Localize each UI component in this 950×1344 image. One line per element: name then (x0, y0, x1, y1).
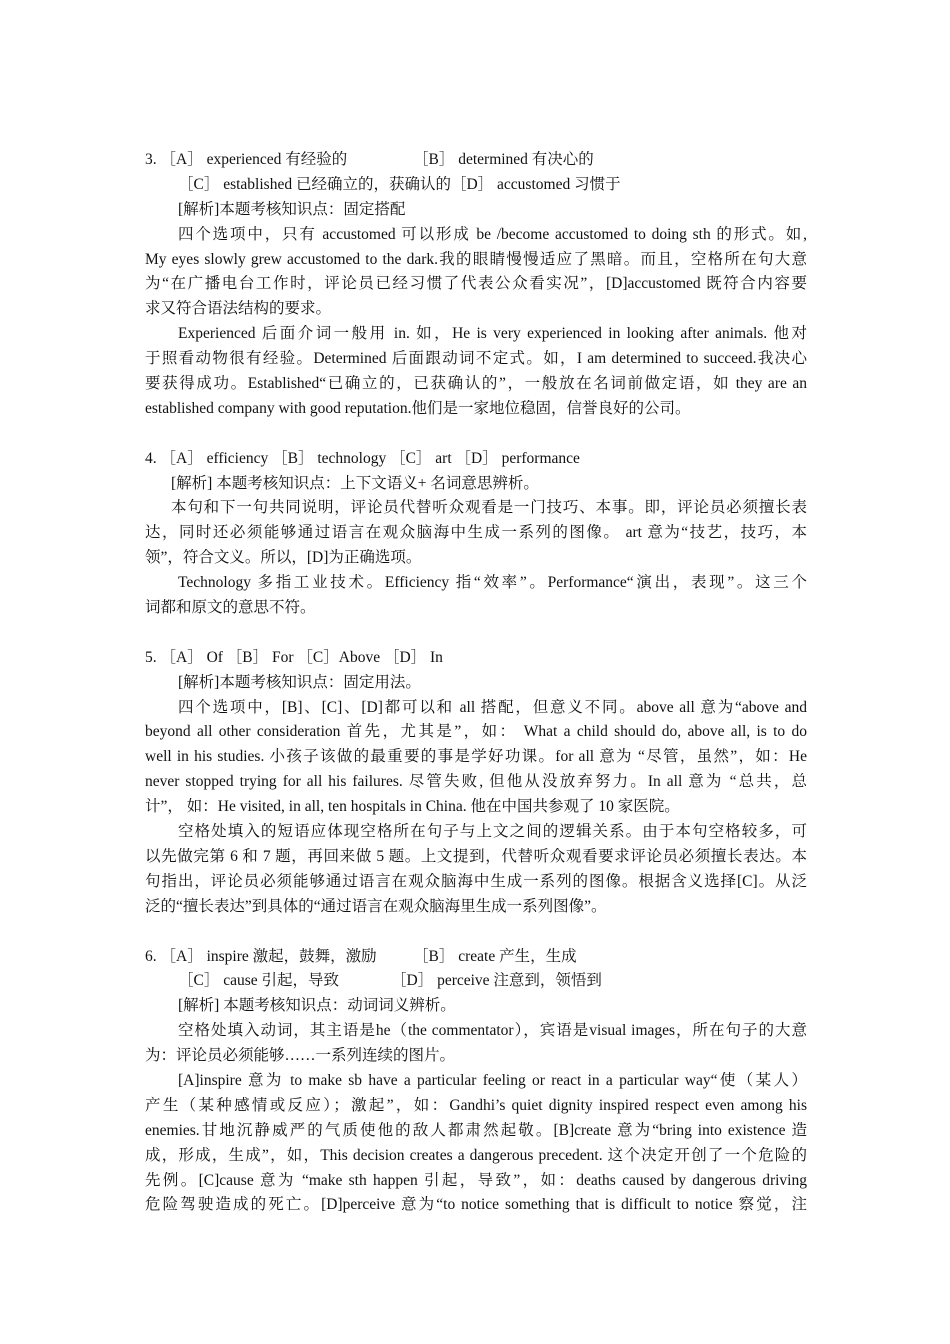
q3-options-row-2 (145, 173, 807, 198)
q4-para2-line: 词都和原文的意思不符。 (145, 599, 316, 617)
spacer (145, 422, 807, 447)
q5-para1-line: never stopped trying for all his failures. 尽管失败, 但他从没放弃努力。In all 意为 “总共，总 (145, 773, 807, 791)
q5-para1-line: beyond all other consideration 首先，尤其是”，如： What a child should do, above all, is to do (145, 723, 807, 741)
q6-option-b: ［B］ create 产生，生成 (413, 947, 577, 965)
q3-option-a: 3. ［A］ experienced 有经验的 (145, 151, 348, 168)
q3-analysis: [解析]本题考核知识点：固定搭配 (178, 200, 406, 218)
q6-option-d: ［D］ perceive 注意到，领悟到 (391, 972, 602, 990)
q3-para1-line: My eyes slowly grew accustomed to the dark.我的眼睛慢慢适应了黑暗。而且，空格所在句大意 (145, 250, 807, 268)
q6-para1-line: 空格处填入动词，其主语是he（the commentator），宾语是visual images，所在句子的大意 (178, 1022, 807, 1040)
q5-para1-line: 计”， 如：He visited, in all, ten hospitals in China. 他在中国共参观了 10 家医院。 (145, 798, 680, 816)
q4-analysis: [解析] 本题考核知识点：上下文语义+ 名词意思辨析。 (171, 474, 539, 492)
q5-para2-line: 空格处填入的短语应体现空格所在句子与上文之间的逻辑关系。由于本句空格较多，可 (178, 823, 807, 841)
q6-para2-line: 成，形成，生成”，如，This decision creates a dangerous precedent. 这个决定开创了一个危险的 (145, 1146, 807, 1164)
q3-para1-line: 四个选项中，只有 accustomed 可以形成 be /become accustomed to doing sth 的形式。如, (178, 225, 807, 243)
spacer (145, 621, 807, 646)
q4-para1-line: 领”，符合文义。所以，[D]为正确选项。 (145, 549, 422, 567)
q3-para1-line: 求又符合语法结构的要求。 (145, 300, 332, 318)
q5-para2-line: 句指出，评论员必须能够通过语言在观众脑海中生成一系列的图像。根据含义选择[C]。从泛 (145, 872, 807, 890)
q5-para1-line: well in his studies. 小孩子该做的最重要的事是学好功课。for all 意为 “尽管，虽然”，如：He (145, 748, 807, 766)
q6-analysis: [解析] 本题考核知识点：动词词义辨析。 (178, 997, 456, 1015)
q6-para2-line: 先例。[C]cause 意为 “make sth happen 引起，导致”，如：deaths caused by dangerous driving (145, 1171, 807, 1189)
q3-options-row-1 (145, 148, 807, 173)
q6-para2-line: enemies.甘地沉静威严的气质使他的敌人都肃然起敬。[B]create 意为“bring into existence 造 (145, 1121, 807, 1139)
q4-para2-line: Technology 多指工业技术。Efficiency 指“效率”。Performance“演出，表现”。这三个 (178, 574, 807, 592)
q5-para2-line: 泛的“擅长表达”到具体的“通过语言在观众脑海里生成一系列图像”。 (145, 897, 607, 915)
q3-para2-line: established company with good reputation.他们是一家地位稳固，信誉良好的公司。 (145, 399, 691, 417)
q3-option-c: ［C］ established 已经确立的，获确认的 (178, 175, 451, 193)
q6-para1-line: 为：评论员必须能够……一系列连续的图片。 (145, 1047, 456, 1065)
q6-option-c: ［C］ cause 引起，导致 (178, 972, 340, 990)
q5-para1-line: 四个选项中，[B]、[C]、[D]都可以和 all 搭配，但意义不同。above all 意为“above and (178, 698, 807, 716)
q4-para1-line: 本句和下一句共同说明，评论员代替听众观看是一门技巧、本事。即，评论员必须擅长表 (171, 499, 807, 517)
q6-options-row-2 (145, 969, 807, 994)
q3-para2-line: 要获得成功。Established“已确立的，已获确认的”，一般放在名词前做定语，如 they are an (145, 375, 807, 393)
q3-option-b: ［B］ determined 有决心的 (413, 151, 594, 168)
q6-para2-line: 危险驾驶造成的死亡。[D]perceive 意为“to notice something that is difficult to notice 察觉，注 (145, 1196, 807, 1214)
q3-option-d: ［D］ accustomed 习惯于 (450, 175, 621, 193)
q4-para1-line: 达，同时还必须能够通过语言在观众脑海中生成一系列的图像。 art 意为“技艺，技巧，本 (145, 524, 807, 542)
q3-para2-line: Experienced 后面介词一般用 in. 如，He is very experienced in looking after animals. 他对 (178, 325, 807, 343)
q3-para2-line: 于照看动物很有经验。Determined 后面跟动词不定式。如，I am determined to succeed.我决心 (145, 350, 807, 368)
spacer (145, 920, 807, 945)
q5-para2-line: 以先做完第 6 和 7 题，再回来做 5 题。上文提到，代替听众观看要求评论员必须擅长表达。本 (145, 847, 807, 865)
q5-analysis: [解析]本题考核知识点：固定用法。 (178, 673, 421, 691)
q6-para2-line: 产生（某种感情或反应）；激起”，如：Gandhi’s quiet dignity inspired respect even among his (145, 1096, 807, 1114)
q6-option-a: 6. ［A］ inspire 激起，鼓舞，激励 (145, 947, 377, 965)
q6-options-row-1 (145, 945, 807, 970)
q3-para1-line: 为“在广播电台工作时，评论员已经习惯了代表公众看实况”，[D]accustomed 既符合内容要 (145, 275, 807, 293)
q6-para2-line: [A]inspire 意为 to make sb have a particular feeling or react in a particular way“使（某人） (178, 1071, 807, 1089)
q5-options: 5. ［A］ Of ［B］ For ［C］Above ［D］ In (145, 648, 443, 666)
q4-options: 4. ［A］ efficiency ［B］ technology ［C］ art ［D］ performance (145, 449, 580, 467)
document-body (145, 148, 807, 1218)
